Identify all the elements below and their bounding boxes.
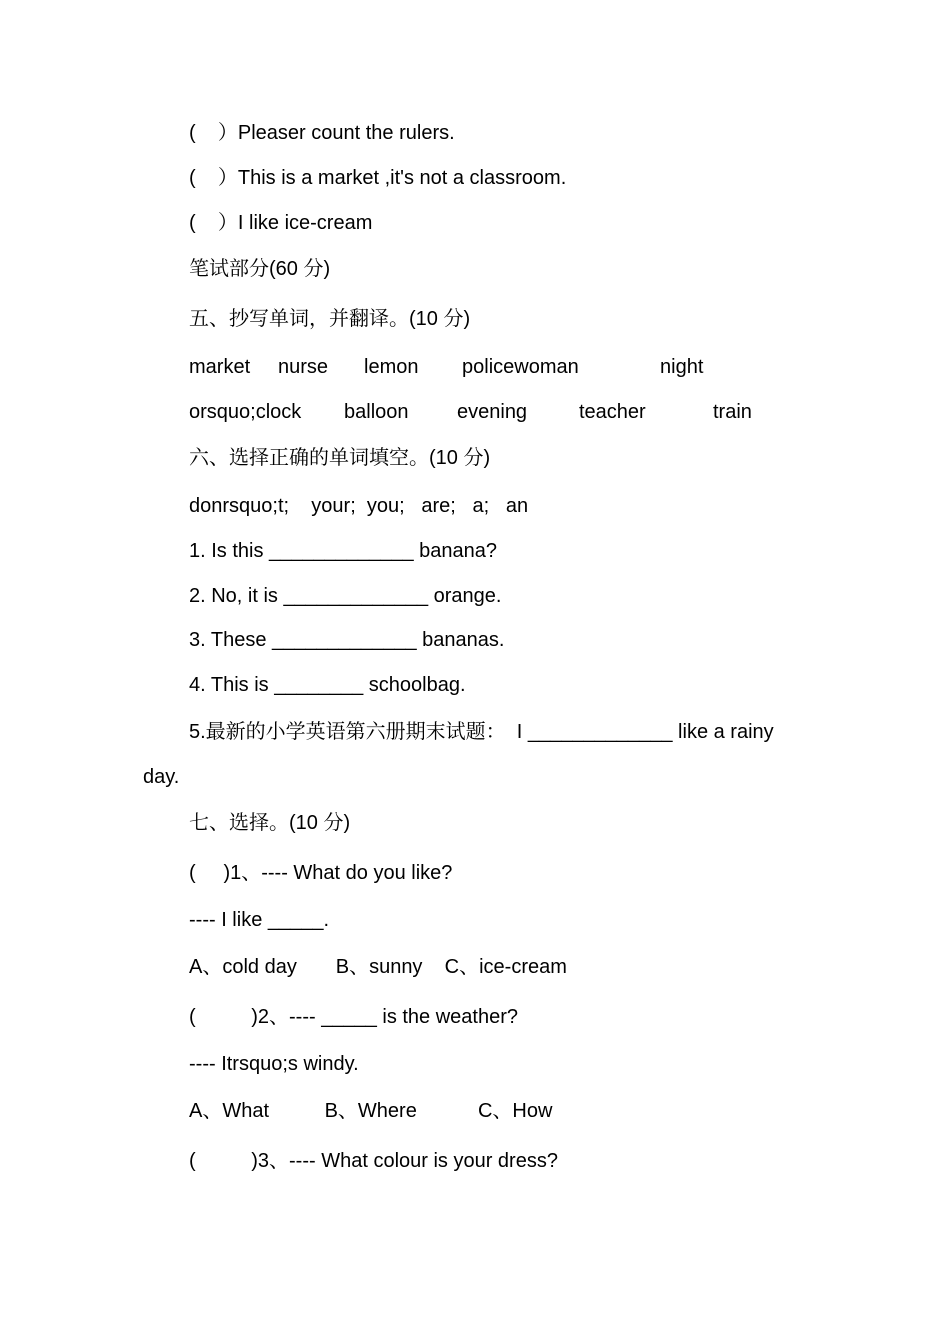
section7-heading: 七、选择。(10 分) xyxy=(189,812,351,834)
section6-question: 4. This is ________ schoolbag. xyxy=(189,674,466,696)
written-part-heading: 笔试部分(60 分) xyxy=(189,258,331,280)
section6-question: 2. No, it is _____________ orange. xyxy=(189,585,502,607)
section5-word: night xyxy=(660,356,704,378)
section5-word: market xyxy=(189,356,251,378)
section5-word: train xyxy=(713,401,752,423)
section5-word: orsquo;clock xyxy=(189,401,302,423)
section7-line: A、What B、Where C、How xyxy=(189,1100,553,1122)
section6-word-bank: donrsquo;t; your; you; are; a; an xyxy=(189,495,529,517)
section7-line: A、cold day B、sunny C、ice-cream xyxy=(189,956,567,978)
listening-item: ( ）Pleaser count the rulers. xyxy=(189,122,455,144)
section6-question-continuation: day. xyxy=(143,766,180,788)
section7-line: ( )2、---- _____ is the weather? xyxy=(189,1006,519,1028)
section7-line: ( )1、---- What do you like? xyxy=(189,862,453,884)
section5-heading: 五、抄写单词，并翻译。(10 分) xyxy=(189,308,471,330)
section5-word: policewoman xyxy=(462,356,579,378)
section6-question: 1. Is this _____________ banana? xyxy=(189,540,498,562)
section6-question: 3. These _____________ bananas. xyxy=(189,629,505,651)
listening-item: ( ）I like ice-cream xyxy=(189,212,373,234)
listening-item: ( ）This is a market ,it's not a classroom. xyxy=(189,167,567,189)
section7-line: ( )3、---- What colour is your dress? xyxy=(189,1150,558,1172)
section5-word: evening xyxy=(457,401,528,423)
section5-word: balloon xyxy=(344,401,409,423)
section7-line: ---- I like _____. xyxy=(189,909,330,931)
section5-word: teacher xyxy=(579,401,646,423)
section5-word: nurse xyxy=(278,356,329,378)
section6-heading: 六、选择正确的单词填空。(10 分) xyxy=(189,447,491,469)
section7-line: ---- Itrsquo;s windy. xyxy=(189,1053,359,1075)
section5-word: lemon xyxy=(364,356,419,378)
section6-question: 5.最新的小学英语第六册期末试题： I _____________ like a rainy xyxy=(189,721,774,743)
